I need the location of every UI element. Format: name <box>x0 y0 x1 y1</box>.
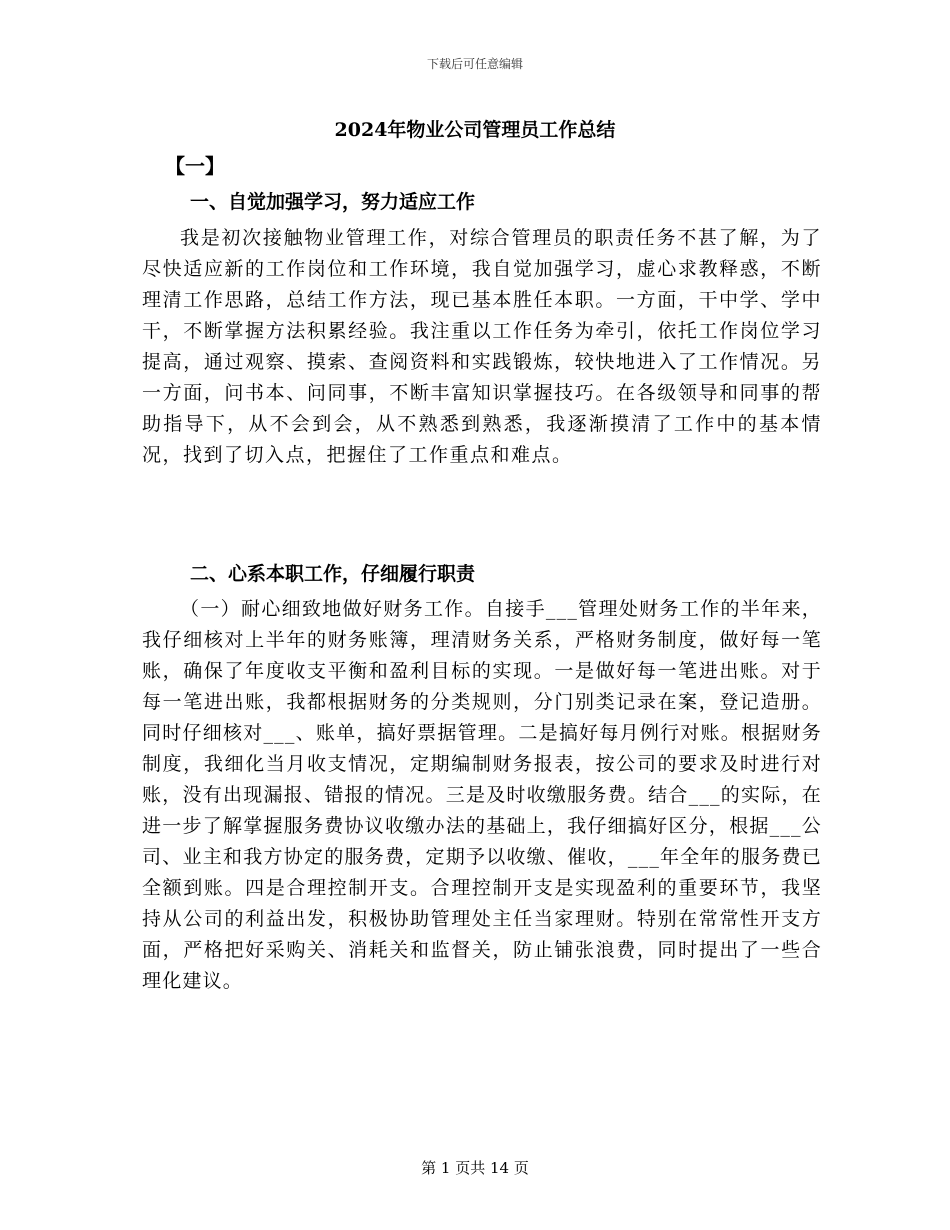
section-marker: 【一】 <box>165 154 225 178</box>
section-heading-1: 一、自觉加强学习，努力适应工作 <box>190 191 476 213</box>
header-note: 下载后可任意编辑 <box>426 57 523 71</box>
section-heading-2: 二、心系本职工作，仔细履行职责 <box>190 563 476 585</box>
section-paragraph-2: （一）耐心细致地做好财务工作。自接手___管理处财务工作的半年来，我仔细核对上半年的财务账簿，理清财务关系，严格财务制度，做好每一笔账，确保了年度收支平衡和盈利目标的实现。一是做好每一笔进出账。对于每一笔进出账，我都根据财务的分类规则，分门别类记录在案，登记造册。同时仔细核对___、账单，搞好票据管理。二是搞好每月例行对账。根据财务制度，我细化当月收支情况，定期编制财务报表，按公司的要求及时进行对账，没有出现漏报、错报的情况。三是及时收缴服务费。结合___的实际，在进一步了解掌握服务费协议收缴办法的基础上，我仔细搞好区分，根据___公司、业主和我方协定的服务费，定期予以收缴、催收，___年全年的服务费已全额到账。四是合理控制开支。合理控制开支是实现盈利的重要环节，我坚持从公司的利益出发，积极协助管理处主任当家理财。特别在常常性开支方面，严格把好采购关、消耗关和监督关，防止铺张浪费，同时提出了一些合理化建议。 <box>142 598 822 992</box>
document-title: 2024年物业公司管理员工作总结 <box>334 119 616 141</box>
section-paragraph-1: 我是初次接触物业管理工作，对综合管理员的职责任务不甚了解，为了尽快适应新的工作岗位和工作环境，我自觉加强学习，虚心求教释惑，不断理清工作思路，总结工作方法，现已基本胜任本职。一方面，干中学、学中干，不断掌握方法积累经验。我注重以工作任务为牵引，依托工作岗位学习提高，通过观察、摸索、查阅资料和实践锻炼，较快地进入了工作情况。另一方面，问书本、问同事，不断丰富知识掌握技巧。在各级领导和同事的帮助指导下，从不会到会，从不熟悉到熟悉，我逐渐摸清了工作中的基本情况，找到了切入点，把握住了工作重点和难点。 <box>142 227 822 466</box>
page-footer: 第 1 页共 14 页 <box>421 1159 529 1177</box>
